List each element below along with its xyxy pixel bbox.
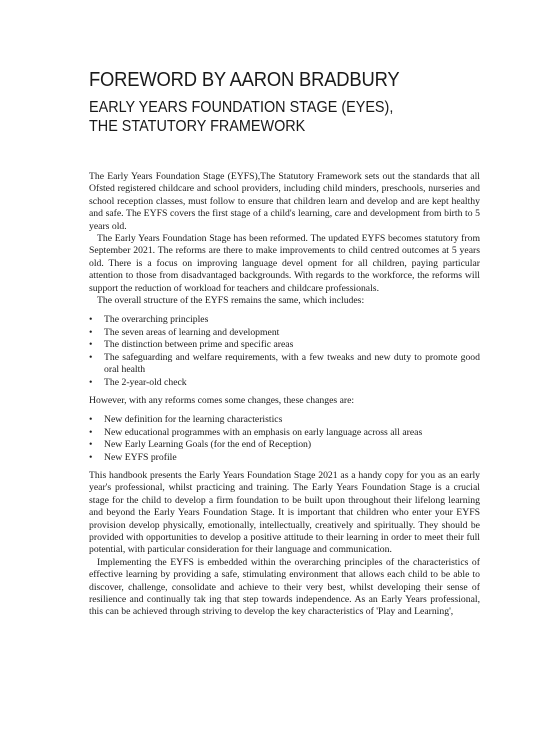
list-item: • The 2-year-old check [89, 377, 480, 389]
page-title: FOREWORD BY AARON BRADBURY [89, 69, 400, 91]
paragraph-3: The overall structure of the EYFS remains the same, which includes: [97, 295, 365, 307]
list-item: • New EYFS profile [89, 452, 480, 464]
subtitle-line-2: THE STATUTORY FRAMEWORK [89, 118, 306, 135]
list-item: • New educational programmes with an emphasis on early language across all areas [89, 427, 480, 439]
paragraph-2: The Early Years Foundation Stage has been reformed. The updated EYFS becomes statutory from September 2021. The reforms are there to make improvements to child centred outcomes at 5 years old. There is a focus on improving language devel opment for all children, paying particular attention to those from disadvantaged backgrounds. With regards to the workforce, the reforms will support the reduction of workload for teachers and childcare professionals. [89, 233, 480, 294]
list-item: • New Early Learning Goals (for the end of Reception) [89, 439, 480, 451]
list-item: • The safeguarding and welfare requirements, with a few tweaks and new duty to promote good oral health [89, 352, 480, 377]
list-item: • The distinction between prime and specific areas [89, 339, 480, 351]
paragraph-6: Implementing the EYFS is embedded within the overarching principles of the characteristics of effective learning by providing a safe, stimulating environment that allows each child to be able to discover, challenge, consolidate and achieve to their very best, whilst developing their sense of resilience and continually tak ing that step towards independence. As an Early Years professional, this can be achieved through striving to develop the key characteristics of 'Play and Learning', [89, 556, 480, 618]
paragraph-4: However, with any reforms comes some changes, these changes are: [89, 394, 355, 406]
structure-list [89, 314, 480, 388]
list-item: • New definition for the learning characteristics [89, 414, 480, 426]
list-item: • The overarching principles [89, 314, 480, 326]
paragraph-1: The Early Years Foundation Stage (EYFS),The Statutory Framework sets out the standards that all Ofsted registered childcare and school providers, including child minders, preschools, nurseries and school reception classes, must follow to ensure that children learn and develop and are kept healthy and safe. The EYFS covers the first stage of a child's learning, care and development from birth to 5 years old. [89, 171, 480, 232]
body-text [89, 171, 480, 619]
changes-list [89, 414, 480, 464]
subtitle-line-1: EARLY YEARS FOUNDATION STAGE (EYES), [89, 99, 394, 116]
list-item: • The seven areas of learning and development [89, 327, 480, 339]
paragraph-5: This handbook presents the Early Years Foundation Stage 2021 as a handy copy for you as an early year's professional, whilst practicing and training. The Early Years Foundation Stage is a crucial stage for the child to develop a firm foundation to be built upon throughout their lifelong learning and beyond the Early Years Foundation Stage. It is important that children who enter your EYFS provision develop physically, emotionally, intellectually, creatively and spiritually. They should be provided with opportunities to develop a positive attitude to their learning in order to meet their full potential, with particular consideration for their language and communication. [89, 469, 480, 556]
